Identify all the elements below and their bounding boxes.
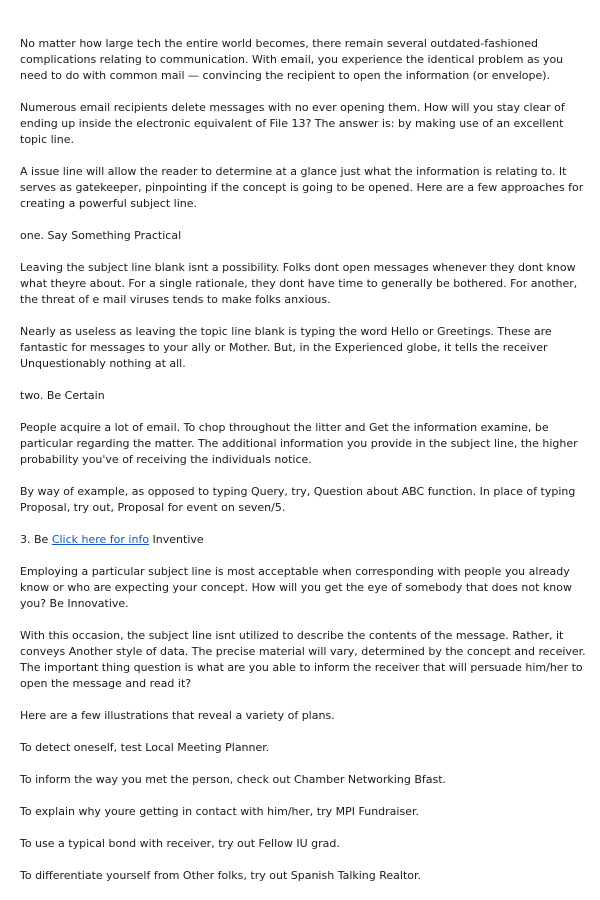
section-heading-3 xyxy=(20,532,586,548)
paragraph-be-particular: People acquire a lot of email. To chop throughout the litter and Get the information examine, be particular regarding the matter. The additional information you provide in the subject line, the higher probability you've of receiving the individuals notice. xyxy=(20,421,578,466)
click-here-link[interactable]: Click here for info xyxy=(51,533,150,546)
section-heading-1: one. Say Something Practical xyxy=(20,229,182,242)
paragraph-example-met: To inform the way you met the person, check out Chamber Networking Bfast. xyxy=(20,773,447,786)
paragraph-gatekeeper: A issue line will allow the reader to determine at a glance just what the information is relating to. It serves as gatekeeper, pinpointing if the concept is going to be opened. Here are a few approaches for creating a powerful subject line. xyxy=(20,165,584,210)
paragraph-example-differentiate: To differentiate yourself from Other folks, try out Spanish Talking Realtor. xyxy=(20,869,422,882)
heading-3-prefix: 3. Be xyxy=(20,533,52,546)
paragraph-example: By way of example, as opposed to typing Query, try, Question about ABC function. In place of typing Proposal, try out, Proposal for event on seven/5. xyxy=(20,485,576,514)
paragraph-blank-subject: Leaving the subject line blank isnt a possibility. Folks dont open messages whenever they dont know what theyre about. For a single rationale, they dont have time to generally be bothered. For another, the threat of e mail viruses tends to make folks anxious. xyxy=(20,261,578,306)
paragraph-occasion: With this occasion, the subject line isnt utilized to describe the contents of the message. Rather, it conveys Another style of data. The precise material will vary, determined by the concept and receiver. The important thing question is what are you able to inform the receiver that will persuade him/her to open the message and read it? xyxy=(20,629,586,690)
paragraph-be-innovative: Employing a particular subject line is most acceptable when corresponding with people you already know or who are expecting your concept. How will you get the eye of somebody that does not know you? Be Innovative. xyxy=(20,565,572,610)
section-heading-2: two. Be Certain xyxy=(20,389,105,402)
paragraph-example-detect: To detect oneself, test Local Meeting Planner. xyxy=(20,741,270,754)
paragraph-hello-greetings: Nearly as useless as leaving the topic line blank is typing the word Hello or Greetings. These are fantastic for messages to your ally or Mother. But, in the Experienced globe, it tells the receiver Unquestionably nothing at all. xyxy=(20,325,552,370)
paragraph-example-bond: To use a typical bond with receiver, try out Fellow IU grad. xyxy=(20,837,340,850)
paragraph-illustrations: Here are a few illustrations that reveal a variety of plans. xyxy=(20,709,335,722)
paragraph-file13: Numerous email recipients delete messages with no ever opening them. How will you stay clear of ending up inside the electronic equivalent of File 13? The answer is: by making use of an excellent topic line. xyxy=(20,101,565,146)
paragraph-example-contact: To explain why youre getting in contact with him/her, try MPI Fundraiser. xyxy=(20,805,419,818)
paragraph-intro: No matter how large tech the entire world becomes, there remain several outdated-fashioned complications relating to communication. With email, you experience the identical problem as you need to do with common mail — convincing the recipient to open the information (or envelope). xyxy=(20,37,564,82)
heading-3-suffix: Inventive xyxy=(149,533,204,546)
document-body xyxy=(20,36,586,900)
